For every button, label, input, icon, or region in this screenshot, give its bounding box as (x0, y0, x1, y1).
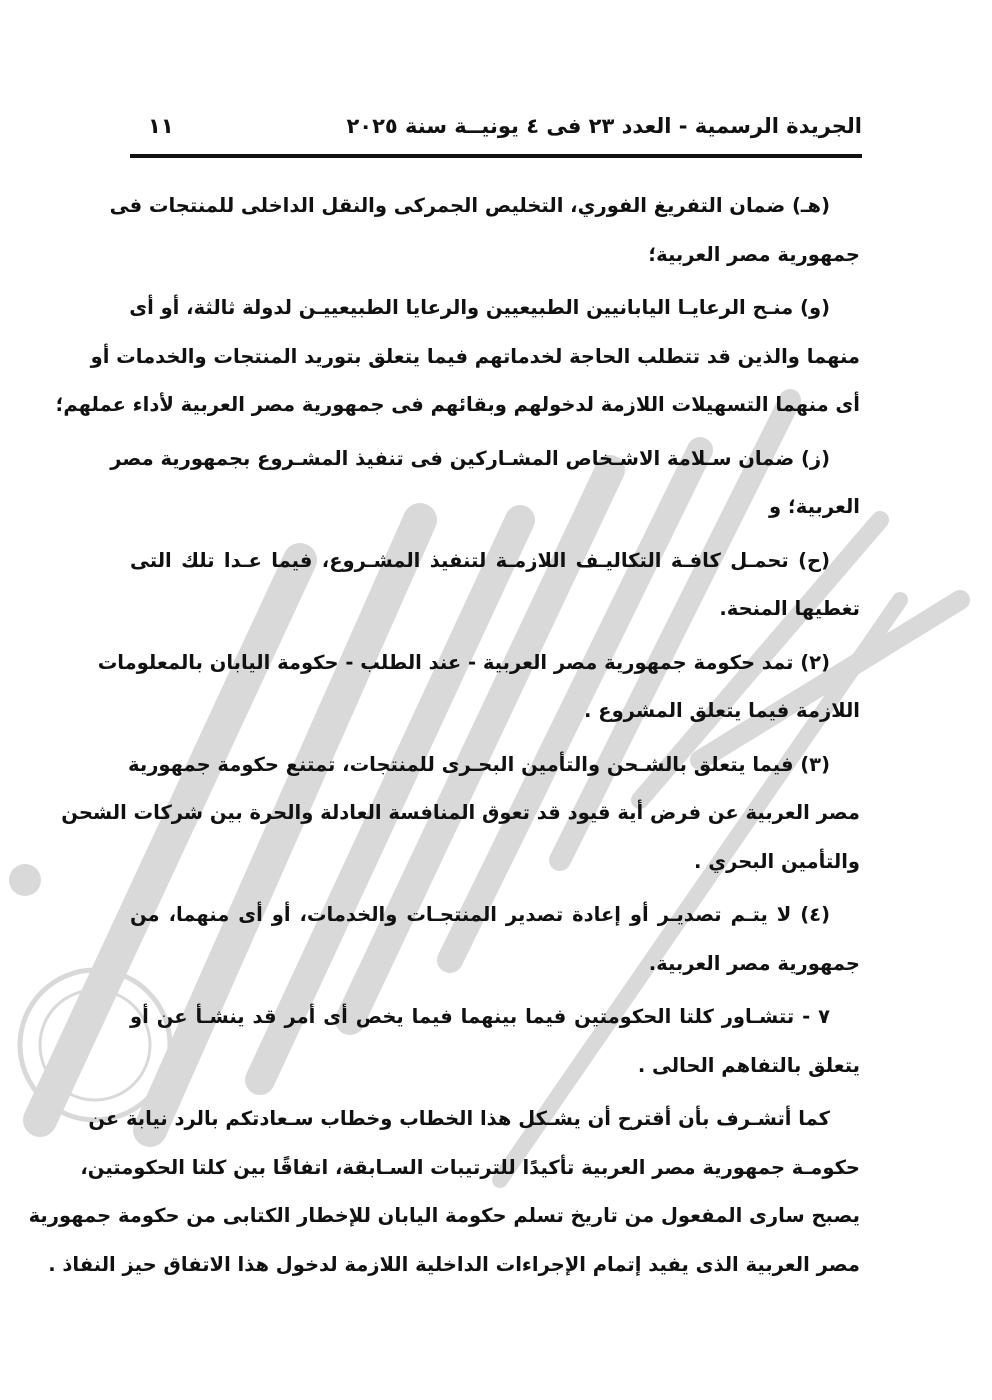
page-number: ١١ (148, 114, 174, 138)
text-line: (ح) تحمـل كافـة التكاليـف اللازمـة لتنفيذ المشـروع، فيما عـدا تلك التى (130, 548, 830, 572)
paragraph (55, 288, 860, 434)
text-line: (ز) ضمان سـلامة الاشـخاص المشـاركين فى تنفيذ المشـروع بجمهورية مصر (110, 446, 830, 470)
text-line: ٧ - تتشـاور كلتا الحكومتين فيما بينهما فيما يخص أى أمر قد ينشـأ عن أو (130, 1005, 830, 1028)
header-rule (130, 154, 862, 158)
document-body (28, 186, 860, 1298)
text-line: مصر العربية الذى يفيد إتمام الإجراءات الداخلية اللازمة لدخول هذا الاتفاق حيز النفاذ . (48, 1252, 860, 1276)
text-line: تغطيها المنحة. (719, 597, 860, 620)
paragraph (130, 997, 860, 1094)
text-line: جمهورية مصر العربية؛ (648, 242, 860, 266)
paragraph (110, 439, 860, 536)
text-line: كما أتشـرف بأن أقترح أن يشـكل هذا الخطاب وخطاب سـعادتكم بالرد نيابة عن (88, 1107, 830, 1130)
text-line: جمهورية مصر العربية. (648, 951, 860, 975)
gazette-title: الجريدة الرسمية - العدد ٢٣ فى ٤ يونيــة سنة ٢٠٢٥ (346, 114, 862, 138)
text-line: (و) منـح الرعايـا اليابانيين الطبيعيين والرعايا الطبيعييـن لدولة ثالثة، أو أى (129, 296, 830, 319)
text-line: (٢) تمد حكومة جمهورية مصر العربية - عند الطلب - حكومة اليابان بالمعلومات (97, 650, 830, 674)
text-line: (٤) لا يتـم تصديـر أو إعادة تصدير المنتجـات والخدمات، أو أى منهما، من (130, 903, 830, 926)
text-line: اللازمة فيما يتعلق المشروع . (584, 699, 860, 722)
text-line: يصبح سارى المفعول من تاريخ تسلم حكومة اليابان للإخطار الكتابى من حكومة جمهورية (28, 1204, 860, 1227)
text-line: أى منهما التسهيلات اللازمة لدخولهم وبقائهم فى جمهورية مصر العربية لأداء عملهم؛ (55, 393, 860, 416)
page-header (130, 110, 862, 150)
text-line: يتعلق بالتفاهم الحالى . (637, 1053, 860, 1077)
paragraph (130, 541, 860, 638)
paragraph (28, 1099, 860, 1293)
text-line: منهما والذين قد تتطلب الحاجة لخدماتهم فيما يتعلق بتوريد المنتجات والخدمات أو (90, 344, 860, 368)
text-line: (هـ) ضمان التفريغ الفوري، التخليص الجمركى والنقل الداخلى للمنتجات فى (109, 194, 830, 217)
paragraph (61, 745, 860, 891)
text-line: (٣) فيما يتعلق بالشـحن والتأمين البحـرى للمنتجات، تمتنع حكومة جمهورية (128, 752, 830, 776)
paragraph (109, 186, 860, 283)
text-line: مصر العربية عن فرض أية قيود قد تعوق المنافسة العادلة والحرة بين شركات الشحن (61, 801, 860, 824)
paragraph (97, 643, 860, 740)
text-line: حكومـة جمهورية مصر العربية تأكيدًا للترتيبات السـابقة، اتفاقًا بين كلتا الحكومتين، (80, 1155, 860, 1179)
text-line: والتأمين البحري . (694, 849, 860, 873)
text-line: العربية؛ و (769, 495, 860, 518)
paragraph (130, 895, 860, 992)
